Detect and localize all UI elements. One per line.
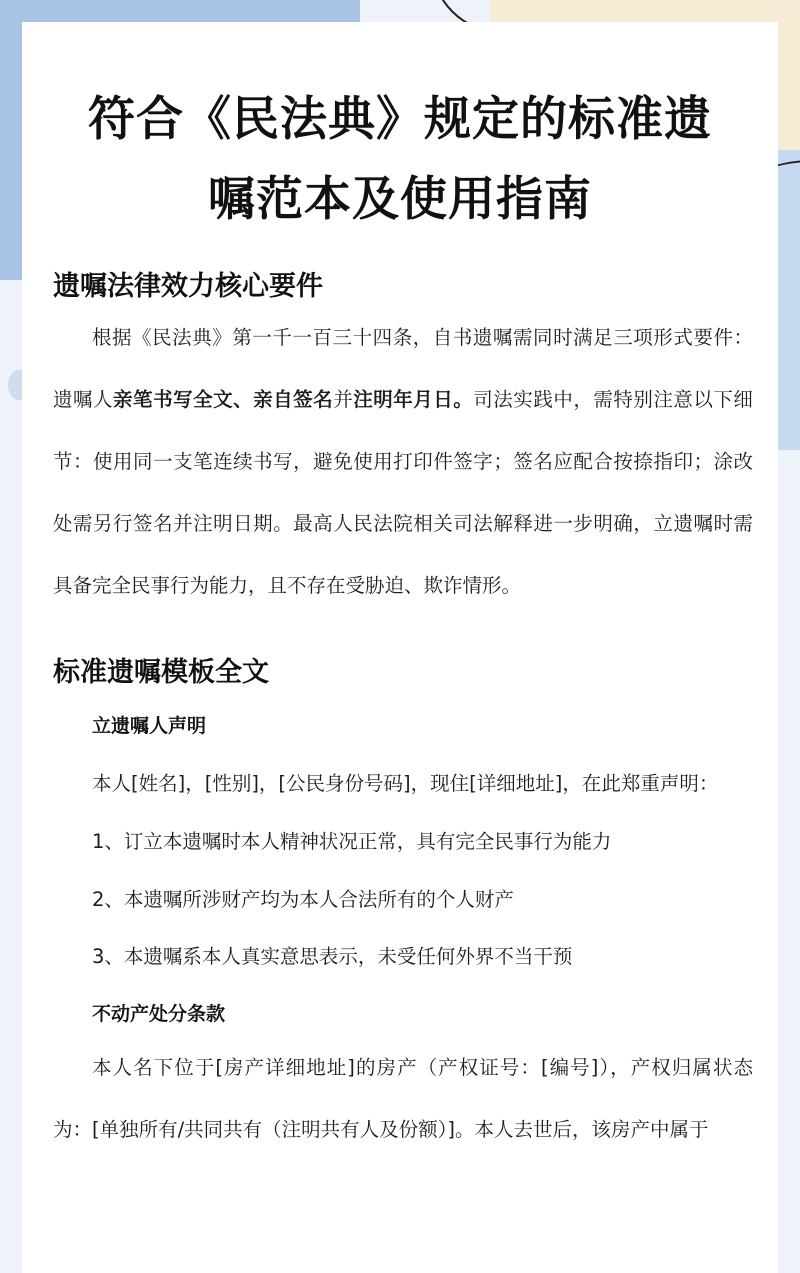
- legal-requirements-paragraph: [53, 307, 753, 617]
- page-title: [22, 80, 778, 240]
- title-line-1: 符合《民法典》规定的标准遗: [88, 92, 712, 147]
- declaration-item-3: 3、本遗嘱系本人真实意思表示，未受任何外界不当干预: [92, 945, 573, 968]
- section-heading-legal-requirements: 遗嘱法律效力核心要件: [53, 271, 323, 302]
- document-card: [22, 22, 778, 1273]
- subheading-testator-declaration: 立遗嘱人声明: [92, 715, 207, 737]
- section-heading-will-template: 标准遗嘱模板全文: [53, 657, 269, 688]
- declaration-line: 本人[姓名]，[性别]，[公民身份号码]，现住[详细地址]，在此郑重声明：: [92, 772, 719, 795]
- declaration-item-2: 2、本遗嘱所涉财产均为本人合法所有的个人财产: [92, 888, 514, 911]
- real-estate-clause-paragraph: 本人名下位于[房产详细地址]的房产（产权证号：[编号]），产权归属状态为：[单独所有/共同共有（注明共有人及份额）]。本人去世后，该房产中属于: [53, 1056, 753, 1141]
- subheading-real-estate-clause: 不动产处分条款: [92, 1003, 226, 1025]
- declaration-item-1: 1、订立本遗嘱时本人精神状况正常，具有完全民事行为能力: [92, 830, 612, 853]
- title-line-2: 嘱范本及使用指南: [208, 172, 592, 227]
- paragraph-text-start: 根据《民法典》第一千一百三十四条，自书遗嘱需同时满足三项形式要件：遗嘱人: [53, 326, 753, 411]
- paragraph-text-end: 司法实践中，需特别注意以下细节：使用同一支笔连续书写，避免使用打印件签字；签名应配合按捺指印；涂改处需另行签名并注明日期。最高人民法院相关司法解释进一步明确，立遗嘱时需具备完全民事行为能力，且不存在受胁迫、欺诈情形。: [53, 388, 753, 597]
- emphasis-separator: 、: [233, 388, 254, 411]
- emphasis-sign: 亲自签名: [253, 388, 334, 411]
- emphasis-handwrite: 亲笔书写全文: [113, 388, 234, 411]
- paragraph-text-mid: 并: [333, 388, 354, 411]
- emphasis-date: 注明年月日。: [353, 388, 474, 411]
